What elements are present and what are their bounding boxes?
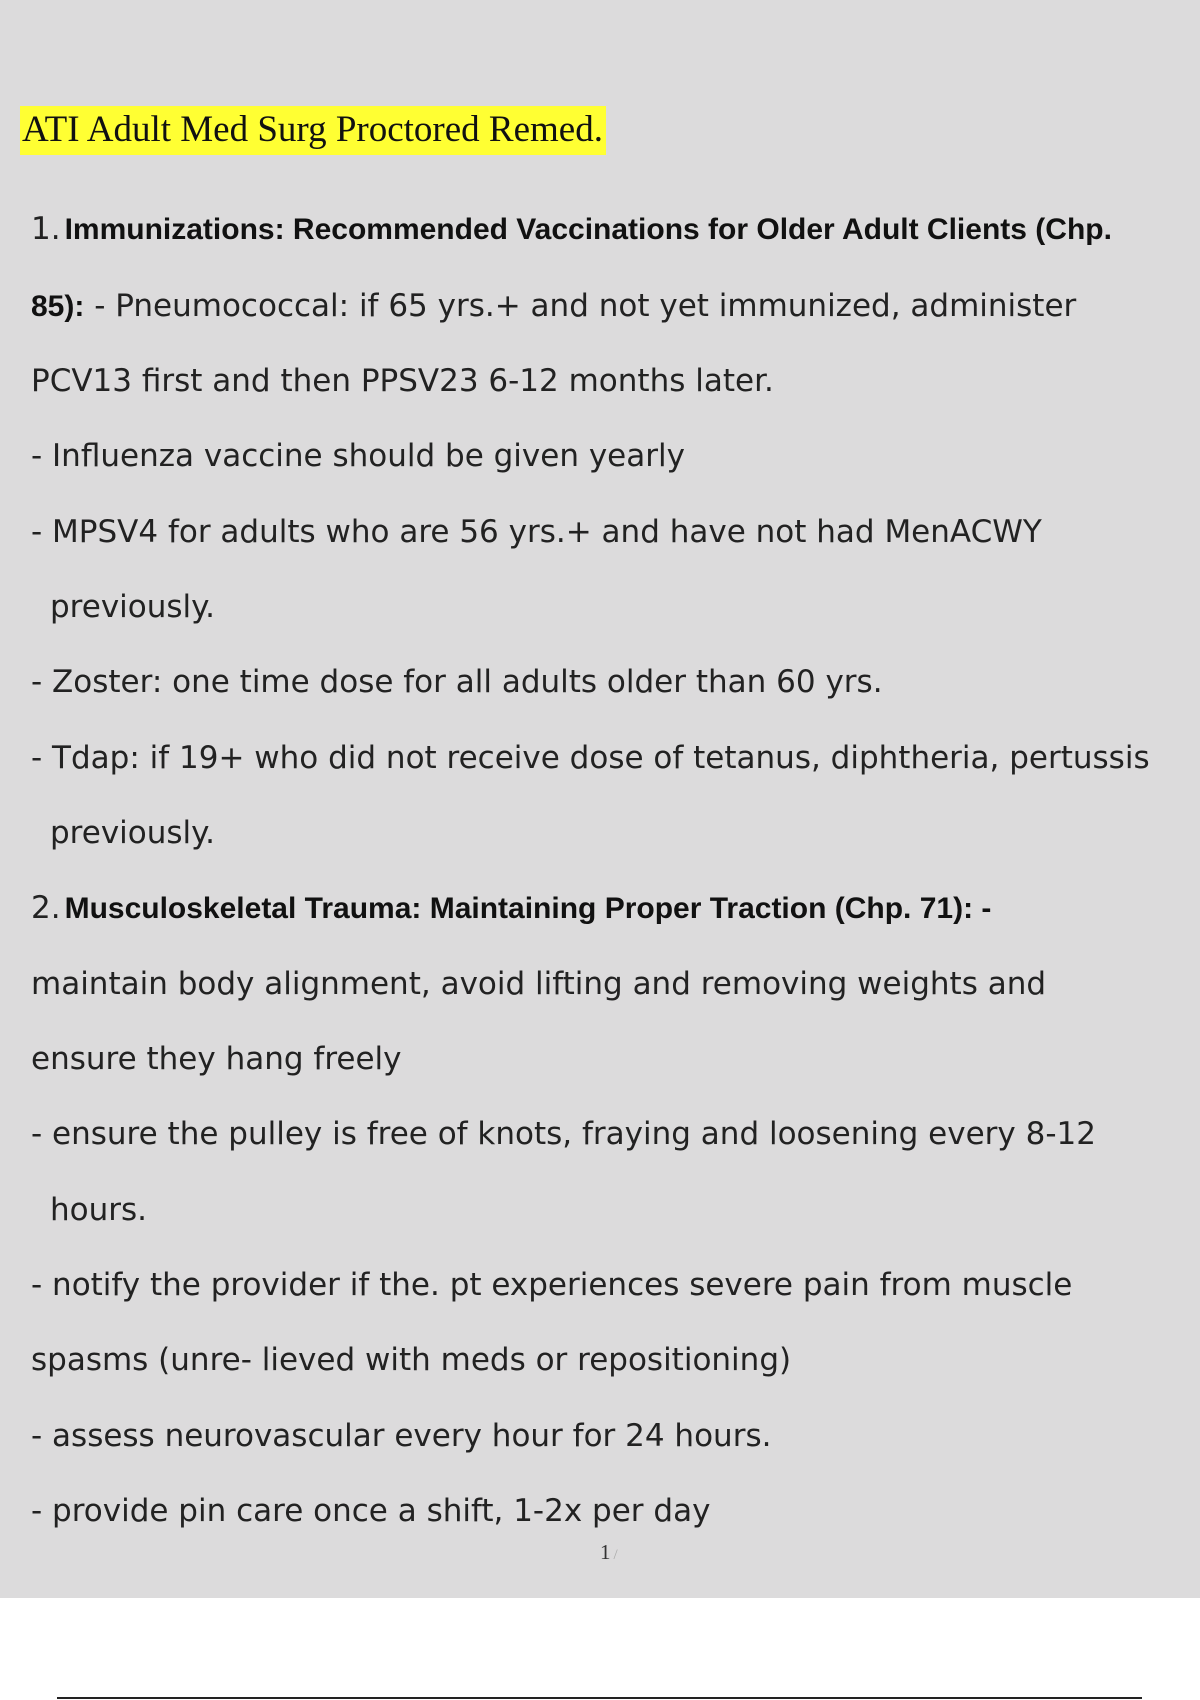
footer-divider (57, 1697, 1142, 1699)
section-1-line-3: PCV13 first and then PPSV23 6-12 months later. (31, 363, 774, 399)
section-2-heading: Musculoskeletal Trauma: Maintaining Proper Traction (Chp. 71): - (64, 892, 992, 925)
section-1-heading: Immunizations: Recommended Vaccinations for Older Adult Clients (Chp. (64, 213, 1112, 246)
section-1-heading-continued: 85): (31, 290, 85, 323)
section-1-number: 1. (31, 211, 61, 247)
section-1-tdap-continued: previously. (50, 815, 215, 851)
page-number-separator: / (613, 1547, 618, 1563)
section-1-zoster-line: - Zoster: one time dose for all adults older than 60 yrs. (31, 664, 883, 700)
section-1-mpsv4-line: - MPSV4 for adults who are 56 yrs.+ and have not had MenACWY (31, 514, 1042, 550)
section-2-neurovascular-line: - assess neurovascular every hour for 24 hours. (31, 1418, 772, 1454)
section-2-heading-line (31, 888, 991, 929)
document-title: ATI Adult Med Surg Proctored Remed. (20, 106, 606, 155)
section-2-notify-line: - notify the provider if the. pt experiences severe pain from muscle (31, 1267, 1073, 1303)
section-2-pulley-continued: hours. (50, 1192, 148, 1228)
section-1-mpsv4-continued: previously. (50, 589, 215, 625)
section-1-heading-line (31, 209, 1112, 250)
section-1-tdap-line: - Tdap: if 19+ who did not receive dose of tetanus, diphtheria, pertussis (31, 740, 1150, 776)
section-2-pulley-line: - ensure the pulley is free of knots, fraying and loosening every 8-12 (31, 1116, 1096, 1152)
section-1-line-2 (31, 286, 1076, 327)
section-1-pneumococcal-text: - Pneumococcal: if 65 yrs.+ and not yet immunized, administer (84, 288, 1077, 324)
section-2-line-3: ensure they hang freely (31, 1041, 402, 1077)
section-2-pin-care-line: - provide pin care once a shift, 1-2x per day (31, 1493, 711, 1529)
section-2-number: 2. (31, 890, 61, 926)
page-number-value: 1 (600, 1540, 611, 1564)
page-number (600, 1540, 618, 1567)
section-2-notify-continued: spasms (unre- lieved with meds or repositioning) (31, 1342, 792, 1378)
section-2-line-2: maintain body alignment, avoid lifting and removing weights and (31, 966, 1047, 1002)
section-1-influenza-line: - Influenza vaccine should be given yearly (31, 438, 685, 474)
